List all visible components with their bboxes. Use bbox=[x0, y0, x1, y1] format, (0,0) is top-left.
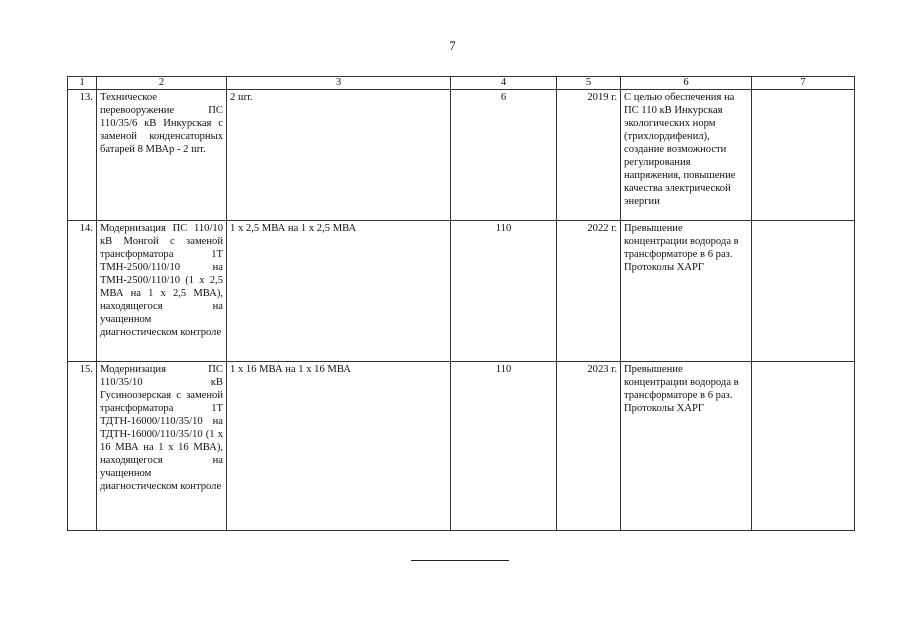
page-number: 7 bbox=[449, 38, 456, 53]
project-name: Техническое перевооружение ПС 110/35/6 кВ Инкурская с заменой конденсаторных батарей 8 МВАр - 2 шт. bbox=[97, 90, 227, 221]
row-number: 13. bbox=[68, 90, 97, 221]
notes-cell bbox=[752, 362, 855, 531]
notes-cell bbox=[752, 221, 855, 362]
row-number: 14. bbox=[68, 221, 97, 362]
header-cell-2: 2 bbox=[97, 77, 227, 90]
header-row bbox=[68, 77, 855, 90]
header-cell-6: 6 bbox=[621, 77, 752, 90]
table-row bbox=[68, 90, 855, 221]
scope-cell: 1 х 2,5 МВА на 1 х 2,5 МВА bbox=[227, 221, 451, 362]
header-cell-7: 7 bbox=[752, 77, 855, 90]
voltage-cell: 110 bbox=[451, 221, 557, 362]
year-cell: 2022 г. bbox=[557, 221, 621, 362]
justification-cell: Превышение концентрации водорода в трансформаторе в 6 раз. Протоколы ХАРГ bbox=[621, 362, 752, 531]
project-name: Модернизация ПС 110/35/10 кВ Гусиноозерская с заменой трансформатора 1Т ТДТН-16000/110/35/10 на ТДТН-16000/110/35/10 (1 х 16 МВА на 1 х 16 МВА), находящегося на учащенном диагностическом контроле bbox=[97, 362, 227, 531]
justification-cell: Превышение концентрации водорода в трансформаторе в 6 раз. Протоколы ХАРГ bbox=[621, 221, 752, 362]
year-cell: 2023 г. bbox=[557, 362, 621, 531]
voltage-cell: 6 bbox=[451, 90, 557, 221]
header-cell-4: 4 bbox=[451, 77, 557, 90]
table-row bbox=[68, 221, 855, 362]
scope-cell: 2 шт. bbox=[227, 90, 451, 221]
justification-cell: С целью обеспечения на ПС 110 кВ Инкурская экологических норм (трихлордифенил), создание возможности регулирования напряжения, повышение качества электрической энергии bbox=[621, 90, 752, 221]
project-name: Модернизация ПС 110/10 кВ Монгой с заменой трансформатора 1Т ТМН-2500/110/10 на ТМН-2500/110/10 (1 х 2,5 МВА на 1 х 2,5 МВА), находящегося на учащенном диагностическом контроле bbox=[97, 221, 227, 362]
header-cell-1: 1 bbox=[68, 77, 97, 90]
header-cell-5: 5 bbox=[557, 77, 621, 90]
scope-cell: 1 х 16 МВА на 1 х 16 МВА bbox=[227, 362, 451, 531]
year-cell: 2019 г. bbox=[557, 90, 621, 221]
footer-divider bbox=[411, 560, 509, 561]
notes-cell bbox=[752, 90, 855, 221]
investment-table bbox=[67, 76, 855, 531]
row-number: 15. bbox=[68, 362, 97, 531]
table-row bbox=[68, 362, 855, 531]
header-cell-3: 3 bbox=[227, 77, 451, 90]
voltage-cell: 110 bbox=[451, 362, 557, 531]
